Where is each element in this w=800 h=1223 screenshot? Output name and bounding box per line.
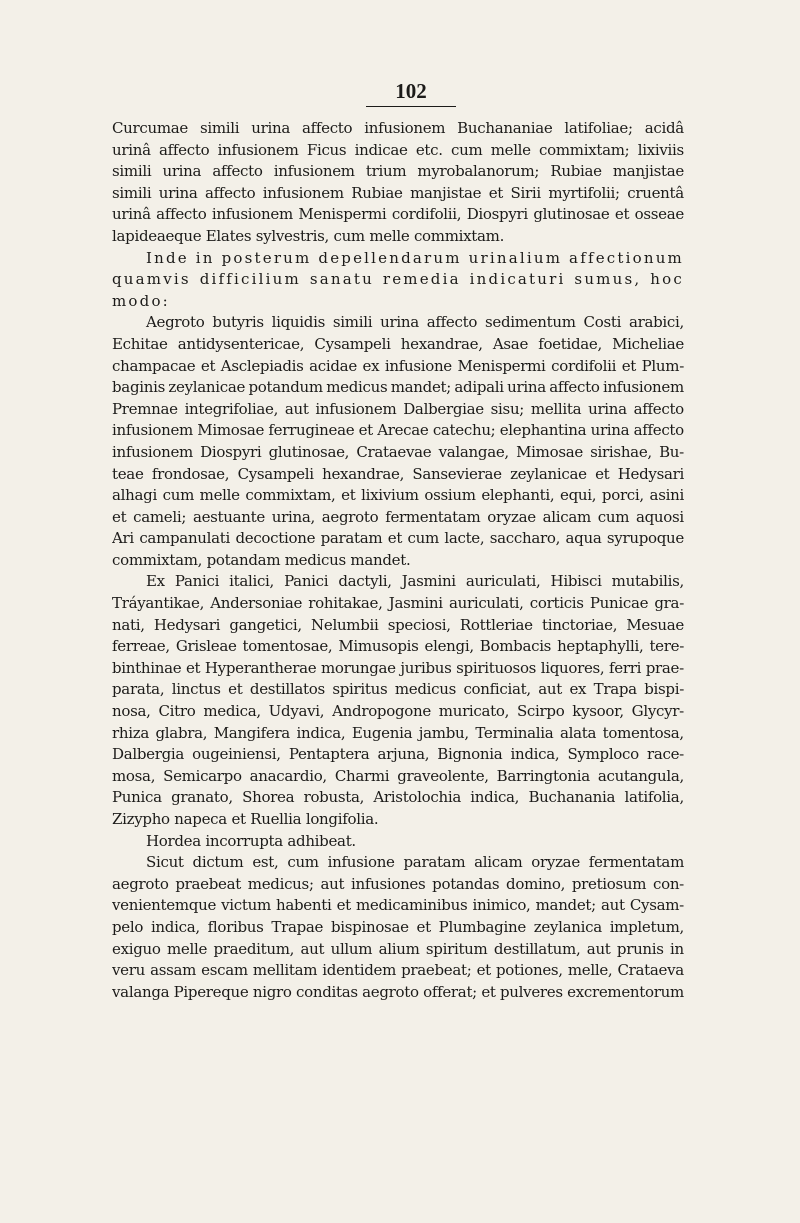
text-line: quamvis difficilium sanatu remedia indicaturi sumus, hoc bbox=[112, 270, 684, 289]
text-line: simili urina affecto infusionem Rubiae manjistae et Sirii myrtifolii; cruentâ bbox=[112, 183, 684, 202]
text-line: Aegroto butyris liquidis simili urina affecto sedimentum Costi arabici, bbox=[146, 313, 684, 332]
text-line: infusionem Mimosae ferrugineae et Arecae catechu; elephantina urina affecto bbox=[112, 421, 684, 440]
text-line: alhagi cum melle commixtam, et lixivium ossium elephanti, equi, porci, asini bbox=[112, 486, 684, 505]
text-line: pelo indica, floribus Trapae bispinosae et Plumbagine zeylanica impletum, bbox=[112, 917, 684, 936]
text-line: parata, linctus et destillatos spiritus medicus conficiat, aut ex Trapa bispi- bbox=[112, 680, 684, 699]
text-line: lapideaeque Elates sylvestris, cum melle commixtam. bbox=[112, 226, 505, 245]
text-line: Ex Panici italici, Panici dactyli, Jasmini auriculati, Hibisci mutabilis, bbox=[146, 572, 684, 591]
text-line: Hordea incorrupta adhibeat. bbox=[146, 831, 356, 850]
text-line: Sicut dictum est, cum infusione paratam alicam oryzae fermentatam bbox=[146, 853, 684, 872]
text-line: Echitae antidysentericae, Cysampeli hexandrae, Asae foetidae, Micheliae bbox=[112, 334, 684, 353]
text-line: infusionem Diospyri glutinosae, Crataevae valangae, Mimosae sirishae, Bu- bbox=[112, 442, 684, 461]
text-line: champacae et Asclepiadis acidae ex infusione Menispermi cordifolii et Plum- bbox=[112, 356, 684, 375]
text-line: Ari campanulati decoctione paratam et cum lacte, saccharo, aqua syrupoque bbox=[112, 529, 684, 548]
text-line: nosa, Citro medica, Udyavi, Andropogone muricato, Scirpo kysoor, Glycyr- bbox=[112, 702, 684, 721]
text-line: Curcumae simili urina affecto infusionem Buchananiae latifoliae; acidâ bbox=[112, 119, 684, 137]
text-line: Inde in posterum depellendarum urinalium affectionum bbox=[146, 248, 684, 267]
text-line: teae frondosae, Cysampeli hexandrae, Sansevierae zeylanicae et Hedysari bbox=[112, 464, 684, 483]
text-line: et cameli; aestuante urina, aegroto fermentatam oryzae alicam cum aquosi bbox=[112, 507, 684, 526]
text-line: binthinae et Hyperantherae morungae juribus spirituosos liquores, ferri prae- bbox=[112, 658, 684, 677]
page-number: 102 bbox=[395, 79, 427, 103]
body-text bbox=[112, 118, 684, 1003]
text-line: commixtam, potandam medicus mandet. bbox=[112, 550, 411, 569]
text-line: modo: bbox=[112, 291, 170, 310]
text-line: Premnae integrifoliae, aut infusionem Dalbergiae sisu; mellita urina affecto bbox=[112, 399, 684, 418]
text-line: Tráyantikae, Andersoniae rohitakae, Jasmini auriculati, corticis Punicae gra- bbox=[112, 594, 684, 613]
text-line: Zizypho napeca et Ruellia longifolia. bbox=[112, 810, 379, 828]
text-line: Dalbergia ougeiniensi, Pentaptera arjuna, Bignonia indica, Symploco race- bbox=[112, 745, 684, 764]
text-line: rhiza glabra, Mangifera indica, Eugenia jambu, Terminalia alata tomentosa, bbox=[112, 723, 684, 742]
text-line: ferreae, Grisleae tomentosae, Mimusopis elengi, Bombacis heptaphylli, tere- bbox=[112, 637, 684, 656]
text-line: Punica granato, Shorea robusta, Aristolochia indica, Buchanania latifolia, bbox=[112, 788, 684, 807]
text-line: simili urina affecto infusionem trium myrobalanorum; Rubiae manjistae bbox=[112, 162, 684, 181]
text-line: baginis zeylanicae potandum medicus mandet; adipali urina affecto infusionem bbox=[112, 378, 684, 397]
text-line: veru assam escam mellitam identidem praebeat; et potiones, melle, Crataeva bbox=[112, 961, 684, 980]
page-number-rule bbox=[366, 106, 456, 107]
text-line: exiguo melle praeditum, aut ullum alium spiritum destillatum, aut prunis in bbox=[112, 939, 684, 958]
text-line: venientemque victum habenti et medicaminibus inimico, mandet; aut Cysam- bbox=[112, 896, 684, 915]
text-line: aegroto praebeat medicus; aut infusiones potandas domino, pretiosum con- bbox=[112, 874, 684, 893]
text-line: urinâ affecto infusionem Menispermi cordifolii, Diospyri glutinosae et osseae bbox=[112, 205, 684, 224]
text-line: urinâ affecto infusionem Ficus indicae etc. cum melle commixtam; lixiviis bbox=[112, 140, 684, 159]
text-line: mosa, Semicarpo anacardio, Charmi graveolente, Barringtonia acutangula, bbox=[112, 766, 684, 785]
text-line: valanga Pipereque nigro conditas aegroto offerat; et pulveres excrementorum bbox=[112, 982, 684, 1001]
text-line: nati, Hedysari gangetici, Nelumbii speciosi, Rottleriae tinctoriae, Mesuae bbox=[112, 615, 684, 634]
